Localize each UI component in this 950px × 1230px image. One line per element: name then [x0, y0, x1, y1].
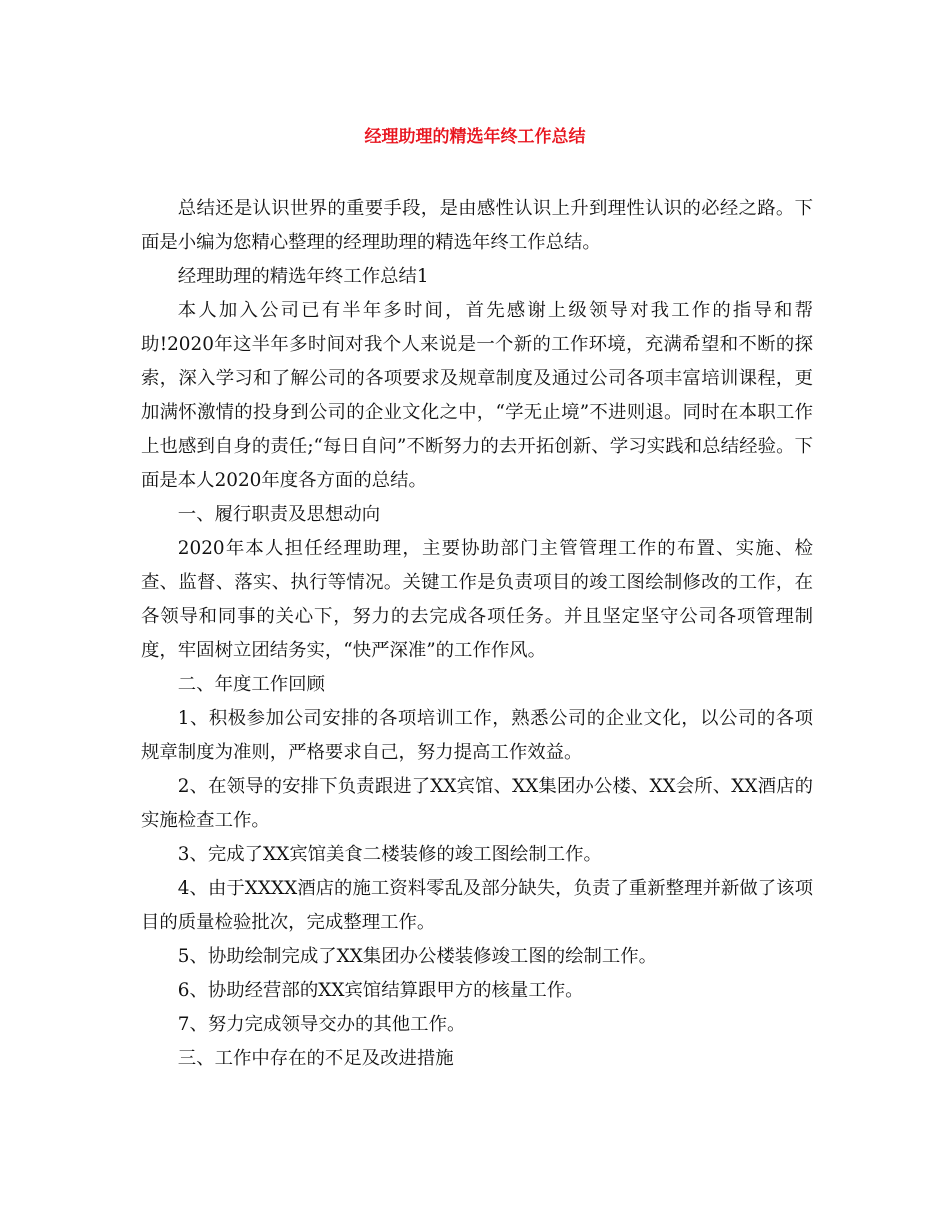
body-paragraph: 本人加入公司已有半年多时间，首先感谢上级领导对我工作的指导和帮助!2020年这半年多时间对我个人来说是一个新的工作环境，充满希望和不断的探索，深入学习和了解公司的各项要求及规章制度及通过公司各项丰富培训课程，更加满怀激情的投身到公司的企业文化之中，“学无止境”不进则退。同时在本职工作上也感到自身的责任;“每日自问”不断努力的去开拓创新、学习实践和总结经验。下面是本人2020年度各方面的总结。 [141, 300, 813, 491]
list-item: 2、在领导的安排下负责跟进了XX宾馆、XX集团办公楼、XX会所、XX酒店的实施检查工作。 [141, 776, 813, 831]
list-item: 4、由于XXXX酒店的施工资料零乱及部分缺失，负责了重新整理并新做了该项目的质量检验批次，完成整理工作。 [141, 878, 813, 933]
list-item: 5、协助绘制完成了XX集团办公楼装修竣工图的绘制工作。 [177, 946, 658, 967]
body-paragraph: 2020年本人担任经理助理，主要协助部门主管管理工作的布置、实施、检查、监督、落实、执行等情况。关键工作是负责项目的竣工图绘制修改的工作，在各领导和同事的关心下，努力的去完成各项任务。并且坚定坚守公司各项管理制度，牢固树立团结务实，“快严深准”的工作作风。 [141, 538, 813, 661]
document-body [141, 192, 813, 1076]
list-item: 7、努力完成领导交办的其他工作。 [177, 1014, 466, 1035]
list-item: 6、协助经营部的XX宾馆结算跟甲方的核量工作。 [177, 980, 584, 1001]
section-heading-shortcomings: 三、工作中存在的不足及改进措施 [177, 1048, 454, 1069]
section-heading-summary-1: 经理助理的精选年终工作总结1 [177, 266, 429, 287]
list-item: 1、积极参加公司安排的各项培训工作，熟悉公司的企业文化，以公司的各项规章制度为准则，严格要求自己，努力提高工作效益。 [141, 708, 813, 763]
section-heading-annual-review: 二、年度工作回顾 [177, 674, 325, 695]
document-title: 经理助理的精选年终工作总结 [364, 127, 586, 147]
intro-paragraph: 总结还是认识世界的重要手段，是由感性认识上升到理性认识的必经之路。下面是小编为您精心整理的经理助理的精选年终工作总结。 [141, 198, 813, 253]
list-item: 3、完成了XX宾馆美食二楼装修的竣工图绘制工作。 [177, 844, 602, 865]
section-heading-duties: 一、履行职责及思想动向 [177, 504, 381, 525]
